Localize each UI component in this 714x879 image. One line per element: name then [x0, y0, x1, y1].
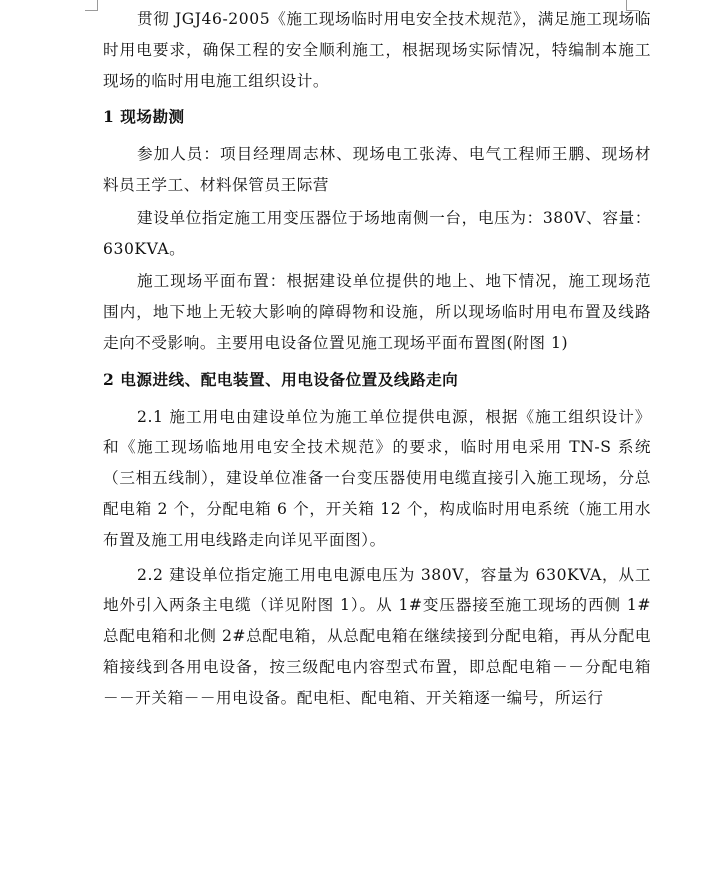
site-layout-paragraph: 施工现场平面布置：根据建设单位提供的地上、地下情况，施工现场范围内，地下地上无较大影响的障碍物和设施，所以现场临时用电布置及线路走向不受影响。主要用电设备位置见施工现场平面布置图(附图 1) [103, 272, 651, 352]
section-2-heading: 2 电源进线、配电装置、用电设备位置及线路走向 [103, 369, 459, 389]
transformer-paragraph: 建设单位指定施工用变压器位于场地南侧一台，电压为：380V、容量：630KVA。 [103, 208, 651, 258]
section-2-2-paragraph: 2.2 建设单位指定施工用电电源电压为 380V，容量为 630KVA，从工地外引入两条主电缆（详见附图 1）。从 1#变压器接至施工现场的西侧 1#总配电箱和北侧 2#总配电箱，从总配电箱在继续接到分配电箱，再从分配电箱接线到各用电设备，按三级配电内容型式布置，即总配电箱－－分配电箱－－开关箱－－用电设备。配电柜、配电箱、开关箱逐一编号，所运行 [103, 565, 651, 707]
participants-paragraph: 参加人员：项目经理周志林、现场电工张涛、电气工程师王鹏、现场材料员王学工、材料保管员王际营 [103, 145, 651, 194]
document-body [103, 4, 651, 714]
section-2-1-paragraph: 2.1 施工用电由建设单位为施工单位提供电源，根据《施工组织设计》和《施工现场临地用电安全技术规范》的要求，临时用电采用 TN-S 系统（三相五线制），建设单位准备一台变压器使用电缆直接引入施工现场，分总配电箱 2 个，分配电箱 6 个，开关箱 12 个，构成临时用电系统（施工用水布置及施工用电线路走向详见平面图）。 [103, 407, 651, 549]
page-corner-mark-left [85, 0, 98, 11]
intro-paragraph: 贯彻 JGJ46-2005《施工现场临时用电安全技术规范》，满足施工现场临时用电要求，确保工程的安全顺利施工，根据现场实际情况，特编制本施工现场的临时用电施工组织设计。 [103, 10, 651, 90]
section-1-heading: 1 现场勘测 [103, 107, 185, 127]
